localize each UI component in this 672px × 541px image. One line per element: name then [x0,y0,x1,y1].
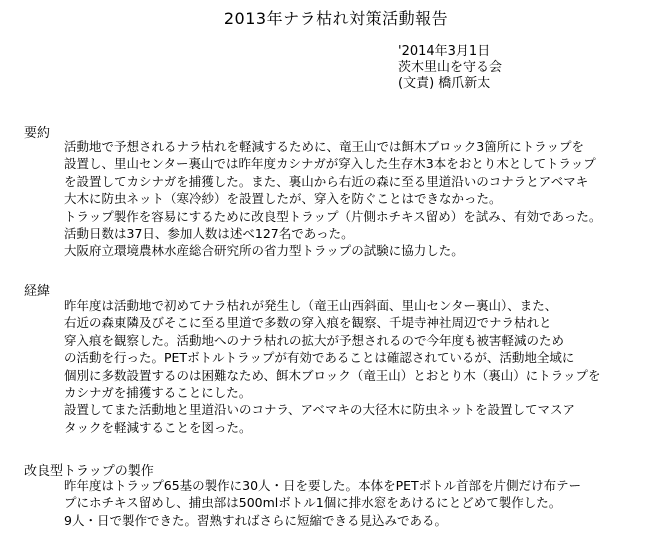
paragraph-line: 右近の森東隣及びそこに至る里道で多数の穿入痕を観察、千堤寺神社周辺でナラ枯れと [64,315,552,331]
paragraph-line: 大木に防虫ネット（寒冷紗）を設置したが、穿入を防ぐことはできなかった。 [64,191,502,207]
report-organization: 茨木里山を守る会 [398,60,503,75]
paragraph-line: 設置し、里山センター裏山では昨年度カシナガが穿入した生存木3本をおとり木としてトラップ [64,156,596,172]
report-meta [398,44,502,92]
paragraph-line: タックを軽減することを図った。 [64,419,252,435]
paragraph-line: 大阪府立環境農林水産総合研究所の省力型トラップの試験に協力した。 [64,243,464,259]
paragraph-line: 昨年度はトラップ65基の製作に30人・日を要した。本体をPETボトル首部を片側だけ布テー [64,478,582,493]
section-body-improved-trap [64,477,581,529]
paragraph-line: 活動日数は37日、参加人数は述べ127名であった。 [64,226,354,242]
paragraph-line: の活動を行った。PETボトルトラップが有効であることは確認されているが、活動地全域に [64,350,575,366]
paragraph-line: 昨年度は活動地で初めてナラ枯れが発生し（竜王山西斜面、里山センター裏山）、また、 [64,298,558,313]
report-author: (文責) 橋爪新太 [398,76,491,91]
section-body-background [64,297,601,436]
section-heading-summary: 要約 [24,126,51,141]
report-title: 2013年ナラ枯れ対策活動報告 [223,9,449,28]
paragraph-line: を設置してカシナガを捕獲した。また、裏山から右近の森に至る里道沿いのコナラとアベマキ [64,173,589,189]
report-date: '2014年3月1日 [398,44,491,59]
paragraph-line: プにホチキス留めし、捕虫部は500mlボトル1個に排水窓をあけるにとどめて製作した。 [64,495,562,511]
paragraph-line: 活動地で予想されるナラ枯れを軽減するために、竜王山では餌木ブロック3箇所にトラップを [64,139,584,154]
paragraph-line: 穿入痕を観察した。活動地へのナラ枯れの拡大が予想されるので今年度も被害軽減のため [64,332,565,348]
paragraph-line: トラップ製作を容易にするために改良型トラップ（片側ホチキス留め）を試み、有効であった。 [64,208,602,224]
paragraph-line: 設置してまた活動地と里道沿いのコナラ、アベマキの大径木に防虫ネットを設置してマスア [64,402,576,418]
paragraph-line: カシナガを捕獲することにした。 [64,385,252,401]
paragraph-line: 9人・日で製作できた。習熟すればさらに短縮できる見込みである。 [64,512,447,528]
section-heading-background: 経緯 [24,284,51,299]
section-body-summary [64,138,601,260]
section-heading-improved-trap: 改良型トラップの製作 [24,464,154,479]
paragraph-line: 個別に多数設置するのは困難なため、餌木ブロック（竜王山）とおとり木（裏山）にトラップを [64,367,601,383]
